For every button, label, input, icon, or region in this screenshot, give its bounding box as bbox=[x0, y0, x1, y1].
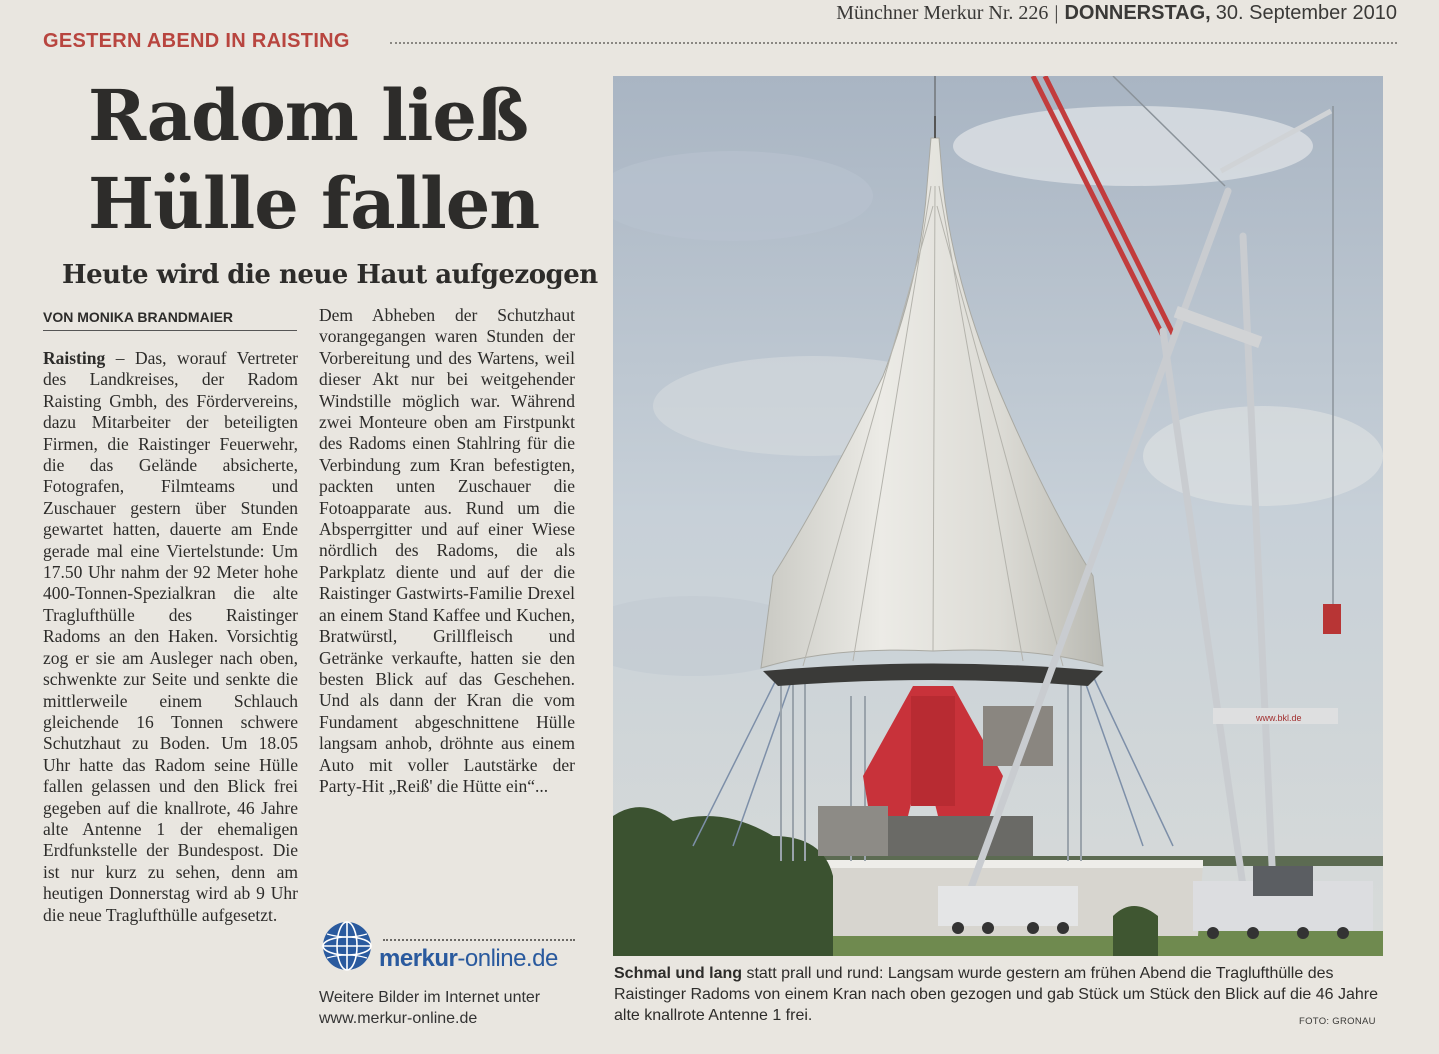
masthead bbox=[836, 2, 1397, 25]
masthead-date: 30. September 2010 bbox=[1215, 2, 1397, 24]
kicker-divider bbox=[390, 42, 1397, 44]
caption-lead: Schmal und lang bbox=[614, 965, 743, 982]
article-column-1 bbox=[43, 348, 298, 926]
article-photo bbox=[613, 76, 1383, 956]
photo-caption bbox=[614, 963, 1384, 1026]
publication-name: Münchner Merkur Nr. 226 bbox=[836, 2, 1049, 24]
globe-icon bbox=[321, 920, 373, 972]
caption-text: statt prall und rund: Langsam wurde gestern am frühen Abend die Traglufthülle des Raistinger Radoms von einem Kran nach oben gezogen und gab Stück um Stück den Blick auf die 46 Jahre alte knallrote Antenne 1 frei. bbox=[614, 965, 1379, 1024]
column-1-body: – Das, worauf Vertreter des Landkreises, der Radom Raisting Gmbh, des Fördervereins, dazu Mitarbeiter der beteiligten Firmen, die Raistinger Feuerwehr, die das Gelände absicherte, Fotografen, Filmteams und Zuschauer gestern über Stunden gewartet hatten, dauerte am Ende gerade mal eine Viertelstunde: Um 17.50 Uhr nahm der 92 Meter hohe 400-Tonnen-Spezialkran die alte Traglufthülle des Raistinger Radoms an den Haken. Vorsichtig zog er sie am Ausleger nach oben, schwenkte zur Seite und senkte die mittlerweile einem Schlauch gleichende 16 Tonnen schwere Schutzhaut zu Boden. Um 18.05 Uhr hatte das Radom seine Hülle fallen gelassen und den Blick frei gegeben auf die knallrote, 46 Jahre alte Antenne 1 der ehemaligen Erdfunkstelle der Bundespost. Die ist nur kurz zu sehen, denn am heutigen Donnerstag wird ab 9 Uhr die neue Traglufthülle aufgesetzt. bbox=[43, 348, 298, 925]
crane-label: www.bkl.de bbox=[1256, 713, 1302, 723]
article-column-2 bbox=[319, 305, 575, 797]
promo-brand[interactable] bbox=[379, 945, 558, 973]
masthead-separator: | bbox=[1054, 2, 1059, 24]
article-headline: Radom ließ Hülle fallen bbox=[88, 74, 540, 245]
column-2-body: Dem Abheben der Schutzhaut vorangegangen waren Stunden der Vorbereitung und des Wartens, weil dieser Akt nur bei weitgehender Windstille möglich war. Während zwei Monteure oben am Firstpunkt des Radoms einen Stahlring für die Verbindung zum Kran befestigten, packten unten Zuschauer die Fotoapparate aus. Rund um die Absperrgitter und auf einer Wiese nördlich des Radoms, die als Parkplatz diente und auf der die Raistinger Gastwirts-Familie Drexel an einem Stand Kaffee und Kuchen, Bratwürstl, Grillfleisch und Getränke verkaufte, hatten sie den besten Blick auf das Geschehen. Und als dann der Kran die vom Fundament abgeschnittene Hülle langsam anhob, dröhnte aus einem Auto mit voller Lautstärke der Party-Hit „Reiß' die Hütte ein“... bbox=[319, 305, 575, 796]
radom-crane-photo bbox=[613, 76, 1383, 956]
photo-credit: FOTO: GRONAU bbox=[1299, 1016, 1376, 1027]
brand-bold: merkur bbox=[379, 945, 458, 972]
dateline-place: Raisting bbox=[43, 348, 106, 368]
promo-text: Weitere Bilder im Internet unter www.merkur-online.de bbox=[319, 989, 541, 1027]
promo-divider bbox=[383, 939, 575, 941]
article-byline: VON MONIKA BRANDMAIER bbox=[43, 309, 297, 331]
brand-rest: -online.de bbox=[457, 945, 558, 972]
masthead-day: DONNERSTAG, bbox=[1064, 2, 1211, 24]
article-kicker: GESTERN ABEND IN RAISTING bbox=[43, 30, 350, 52]
article-subhead: Heute wird die neue Haut aufgezogen bbox=[62, 260, 598, 290]
